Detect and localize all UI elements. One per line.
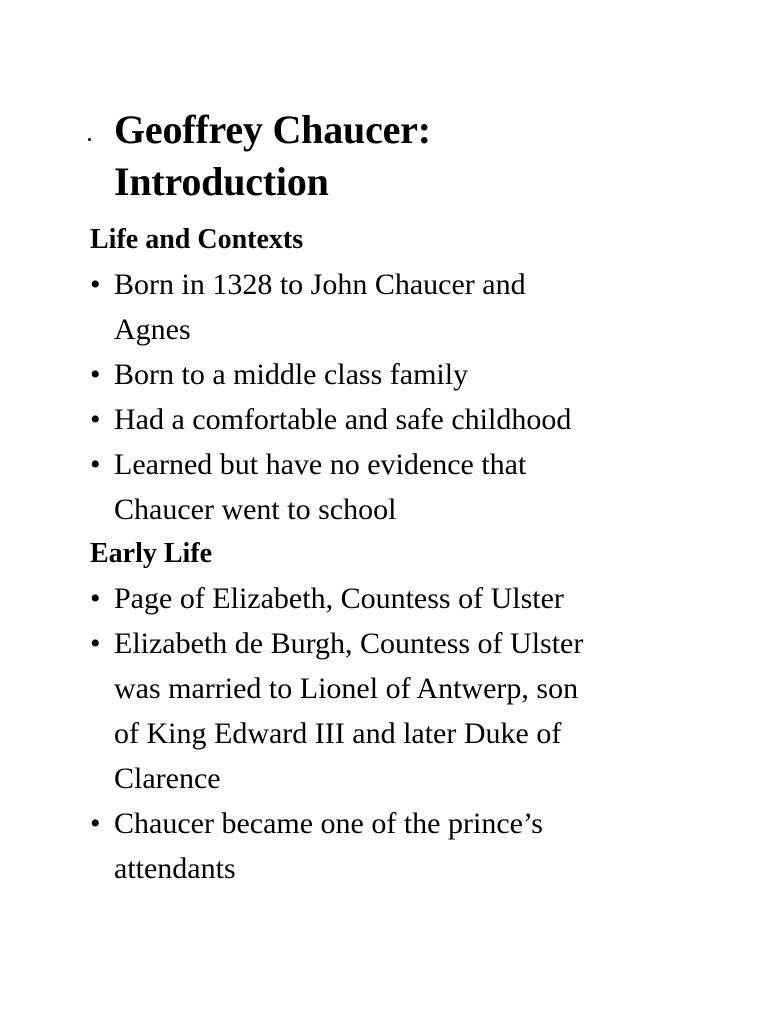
bullet-icon: • xyxy=(90,627,101,660)
bullet-list xyxy=(90,262,710,532)
bullet-list xyxy=(90,576,710,891)
list-item-text: Born to a middle class family xyxy=(114,358,469,391)
title-line-1: Geoffrey Chaucer: xyxy=(114,107,431,152)
title-line-2: Introduction xyxy=(114,159,329,204)
bullet-icon: • xyxy=(90,403,101,436)
list-item-text: Elizabeth de Burgh, Countess of Ulster xyxy=(114,627,584,660)
bullet-icon: • xyxy=(90,448,101,481)
list-item-text: Page of Elizabeth, Countess of Ulster xyxy=(114,582,564,615)
section-heading: Life and Contexts xyxy=(90,224,304,255)
title-block xyxy=(88,104,728,208)
bullet-icon: • xyxy=(90,582,101,615)
document-content xyxy=(90,218,710,891)
list-item xyxy=(90,262,710,352)
bullet-icon: • xyxy=(90,358,101,391)
list-item-text: was married to Lionel of Antwerp, son xyxy=(114,672,579,705)
list-item xyxy=(90,352,710,397)
list-item-text: Born in 1328 to John Chaucer and xyxy=(114,268,526,301)
list-item xyxy=(90,621,710,801)
section-early-life xyxy=(90,532,710,891)
list-item xyxy=(90,801,710,891)
list-item-text: Chaucer went to school xyxy=(114,493,397,526)
bullet-icon: • xyxy=(90,268,101,301)
section-life-and-contexts xyxy=(90,218,710,532)
list-item xyxy=(90,576,710,621)
list-item-text: of King Edward III and later Duke of xyxy=(114,717,562,750)
list-item-text: Clarence xyxy=(114,762,221,795)
list-item-text: attendants xyxy=(114,852,236,885)
list-item-text: Learned but have no evidence that xyxy=(114,448,527,481)
page-title xyxy=(114,104,728,208)
section-heading: Early Life xyxy=(90,538,213,569)
list-item xyxy=(90,397,710,442)
list-item xyxy=(90,442,710,532)
list-item-text: Chaucer became one of the prince’s xyxy=(114,807,543,840)
bullet-icon: • xyxy=(90,807,101,840)
list-item-text: Had a comfortable and safe childhood xyxy=(114,403,572,436)
list-item-text: Agnes xyxy=(114,313,191,346)
title-bullet-dot xyxy=(88,138,91,141)
